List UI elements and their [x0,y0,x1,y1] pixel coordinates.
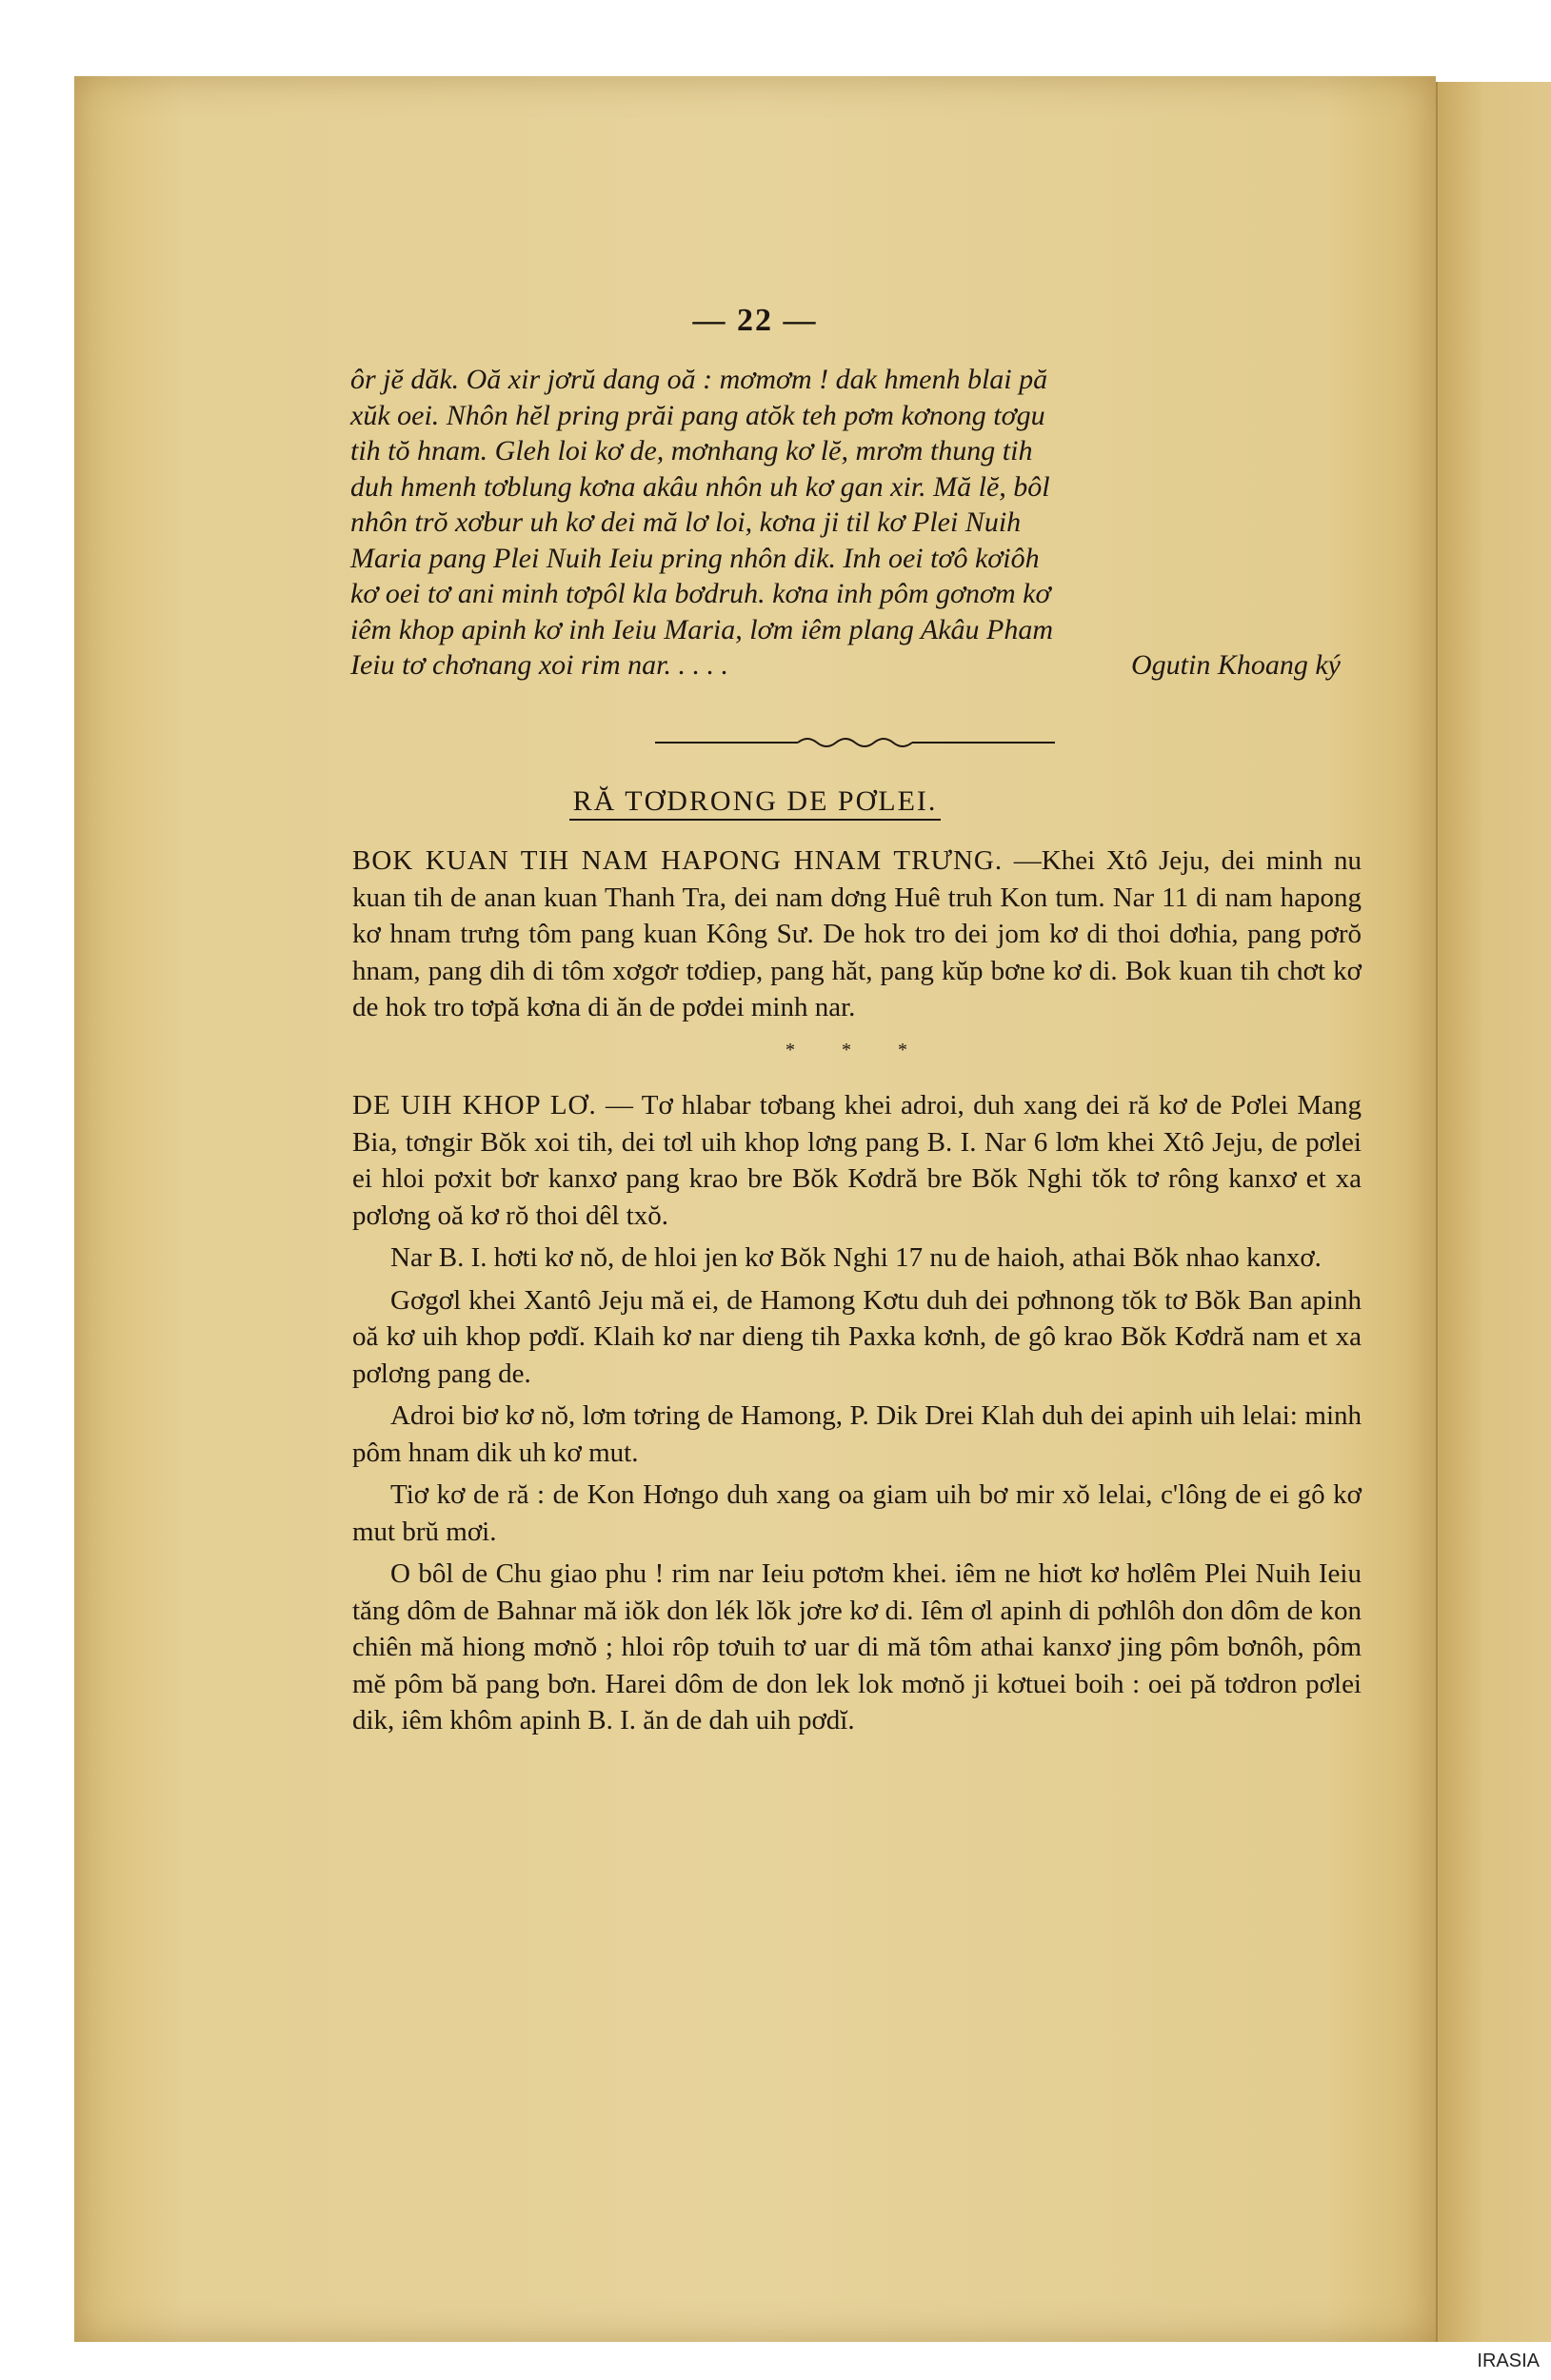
paragraph-lead: DE UIH KHOP LƠ. [352,1090,597,1121]
intro-line: tih tŏ hnam. Gleh loi kơ de, mơnhang kơ lĕ, mrơm thung tih [350,435,1033,466]
intro-line: duh hmenh tơblung kơna akâu nhôn uh kơ gan xir. Mă lĕ, bôl [350,470,1050,503]
intro-line: kơ oei tơ ani minh tơpôl kla bơdruh. kơna inh pôm gơnơm kơ [350,578,1051,609]
paragraph-text: — Tơ hlabar tơbang khei adroi, duh xang dei ră kơ de Pơlei Mang Bia, tơngir Bŏk xoi tih, dei tơl uih khop lơng pang B. I. Nar 6 lơm khei Xtô Jeju, de pơlei ei hloi pơxit bơr kanxơ pang krao bre Bŏk Kơdră bre Bŏk Nghi tŏk tơ rông kanxơ et xa pơlơng oă kơ rŏ thoi dêl txŏ. [352,1090,1362,1231]
intro-last-line [350,647,1360,684]
paragraph-text: Tiơ kơ de ră : de Kon Hơngo duh xang oa giam uih bơ mir xŏ lelai, c'lông de ei gô kơ mut brŭ mơi. [352,1479,1362,1547]
watermark: IRASIA [1477,2350,1540,2371]
adjacent-page-edge [1436,82,1551,2342]
paragraph-text: O bôl de Chu giao phu ! rim nar Ieiu pơtơm khei. iêm ne hiơt kơ hơlêm Plei Nuih Ieiu tăng dôm de Bahnar mă iŏk don lék lŏk jơre kơ di. Iêm ơl apinh di pơhlôh don dôm de kon chiên mă hiong mơnŏ ; hloi rôp tơuih tơ uar di mă tôm athai kanxơ jing pôm bơnôh, pôm mĕ pôm bă pang bơn. Harei dôm de don lek lok mơnŏ ji kơtuei boih : oei pă tơdron pơlei dik, iêm khôm apinh B. I. ăn de dah uih pơdĭ. [352,1558,1362,1735]
paragraph-lead: BOK KUAN TIH NAM HAPONG HNAM TRƯNG. [352,845,1004,876]
intro-line: nhôn trŏ xơbur uh kơ dei mă lơ loi, kơna ji til kơ Plei Nuih [350,506,1022,538]
intro-line: xŭk oei. Nhôn hĕl pring prăi pang atŏk teh pơm kơnong tơgu [350,399,1045,431]
section-title [74,785,1436,818]
paragraph-idol-burning [352,1087,1362,1234]
intro-line: iêm khop apinh kơ inh Ieiu Maria, lơm iêm plang Akâu Pham [350,613,1054,645]
intro-closing-text: Ieiu tơ chơnang xoi rim nar. . . . . [350,649,728,681]
paragraph-text: Adroi biơ kơ nŏ, lơm tơring de Hamong, P. Dik Drei Klah duh dei apinh uih lelai: minh pôm hnam dik uh kơ mut. [352,1400,1362,1468]
paragraph-text: Nar B. I. hơti kơ nŏ, de hloi jen kơ Bŏk Nghi 17 nu de haioh, athai Bŏk nhao kanxơ. [390,1242,1322,1273]
intro-line: Maria pang Plei Nuih Ieiu pring nhôn dik. Inh oei tơô kơiôh [350,542,1040,574]
paragraph-text: —Khei Xtô Jeju, dei minh nu kuan tih de anan kuan Thanh Tra, dei nam dơng Huê truh Kon tum. Nar 11 di nam hapong kơ hnam trưng tôm pang kuan Kông Sư. De hok tro dei jom kơ di thoi dơhia, pang pơrŏ hnam, pang dih di tôm xơgơr tơdiep, pang hăt, pang kŭp bơne kơ di. Bok kuan tih chơt kơ de hok tro tơpă kơna di ăn de pơdei minh nar. [352,845,1362,1022]
ornament-divider [655,733,1055,752]
intro-letter [350,362,1360,684]
star-separator: * * * [785,1039,928,1061]
paragraph-official-visit [352,843,1362,1026]
news-section [352,843,1362,1745]
section-title-text: RĂ TƠDRONG DE PƠLEI. [569,785,942,821]
document-page [74,76,1436,2342]
signature: Ogutin Khoang ký [1131,649,1341,681]
page-number: — 22 — [692,303,818,338]
intro-line: ôr jĕ dăk. Oă xir jơrŭ dang oă : mơmơm ! dak hmenh blai pă [350,364,1048,395]
paragraph-text: Gơgơl khei Xantô Jeju mă ei, de Hamong Kơtu duh dei pơhnong tŏk tơ Bŏk Ban apinh oă kơ uih khop pơdĭ. Klaih kơ nar dieng tih Paxka kơnh, de gô krao Bŏk Kơdră nam et xa pơlơng pang de. [352,1284,1362,1389]
